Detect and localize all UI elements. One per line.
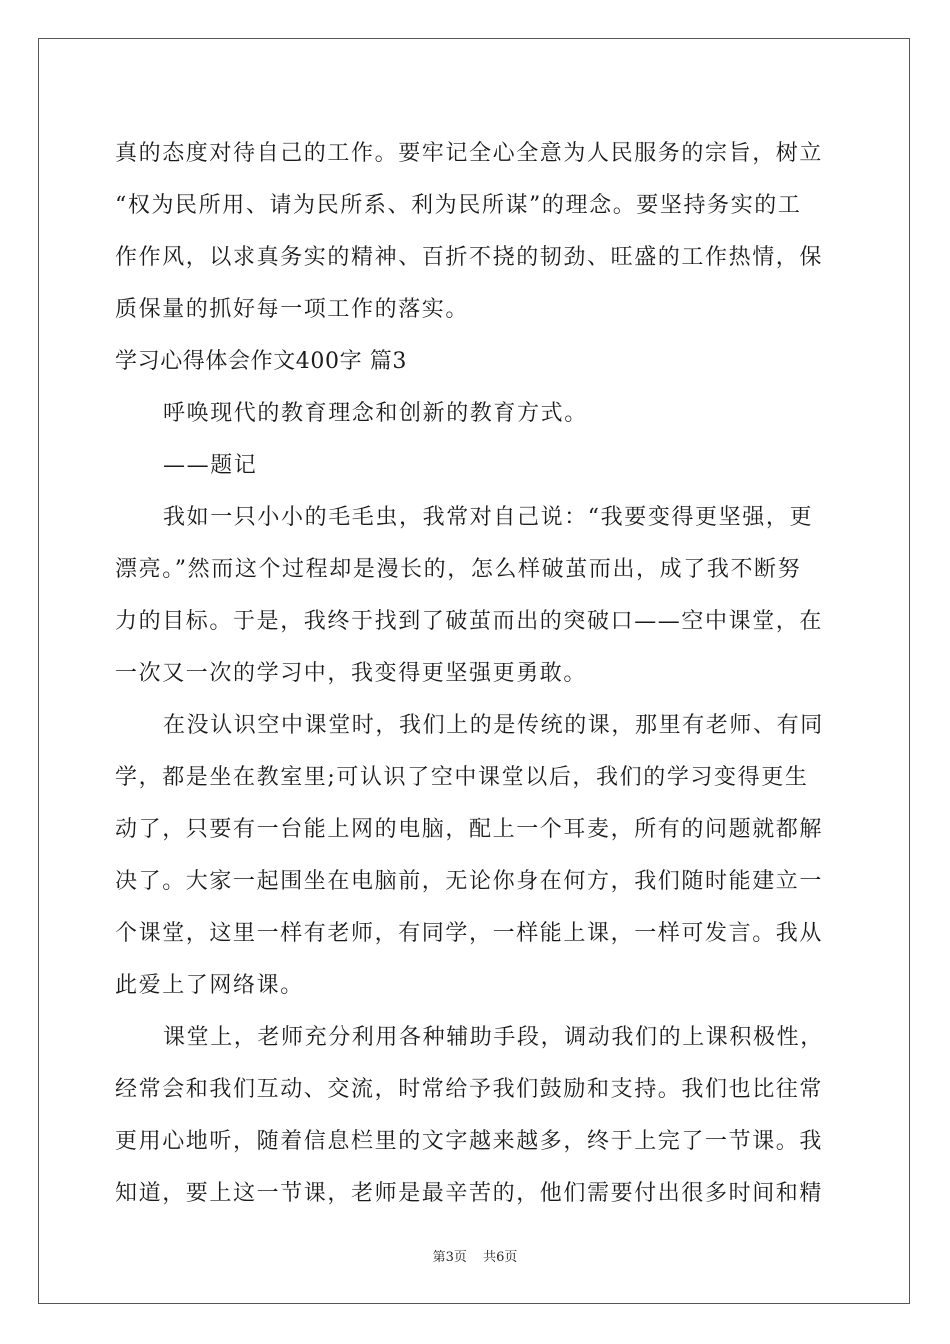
paragraph-line: 知道，要上这一节课，老师是最辛苦的，他们需要付出很多时间和精 <box>115 1181 824 1206</box>
paragraph-line: 个课堂，这里一样有老师，有同学，一样能上课，一样可发言。我从 <box>115 921 824 946</box>
page-number-total: 共6页 <box>483 1250 518 1265</box>
page-number-current: 第3页 <box>432 1250 467 1265</box>
paragraph-line: “权为民所用、请为民所系、利为民所谋”的理念。要坚持务实的工 <box>115 193 802 218</box>
paragraph-line: 质保量的抓好每一项工作的落实。 <box>115 297 470 322</box>
paragraph-line: 课堂上，老师充分利用各种辅助手段，调动我们的上课积极性， <box>163 1025 824 1050</box>
paragraph-line: 作作风，以求真务实的精神、百折不挠的韧劲、旺盛的工作热情，保 <box>115 245 824 270</box>
document-body <box>115 128 835 1220</box>
paragraph-line: 呼唤现代的教育理念和创新的教育方式。 <box>163 401 588 426</box>
paragraph-line: 学，都是坐在教室里;可认识了空中课堂以后，我们的学习变得更生 <box>115 765 809 790</box>
paragraph-line: 经常会和我们互动、交流，时常给予我们鼓励和支持。我们也比往常 <box>115 1077 824 1102</box>
paragraph-line: 真的态度对待自己的工作。要牢记全心全意为人民服务的宗旨，树立 <box>115 141 824 166</box>
epigraph-attribution: ——题记 <box>163 453 258 478</box>
paragraph-line: 更用心地听，随着信息栏里的文字越来越多，终于上完了一节课。我 <box>115 1129 824 1154</box>
paragraph-line: 动了，只要有一台能上网的电脑，配上一个耳麦，所有的问题就都解 <box>115 817 824 842</box>
paragraph-line: 此爱上了网络课。 <box>115 973 304 998</box>
section-heading: 学习心得体会作文400字 篇3 <box>115 349 407 374</box>
paragraph-line: 力的目标。于是，我终于找到了破茧而出的突破口——空中课堂，在 <box>115 609 824 634</box>
paragraph-line: 一次又一次的学习中，我变得更坚强更勇敢。 <box>115 661 588 686</box>
page-footer <box>0 1246 950 1265</box>
paragraph-line: 漂亮。”然而这个过程却是漫长的，怎么样破茧而出，成了我不断努 <box>115 557 802 582</box>
paragraph-line: 决了。大家一起围坐在电脑前，无论你身在何方，我们随时能建立一 <box>115 869 824 894</box>
paragraph-line: 我如一只小小的毛毛虫，我常对自己说：“我要变得更坚强，更 <box>163 505 814 530</box>
paragraph-line: 在没认识空中课堂时，我们上的是传统的课，那里有老师、有同 <box>163 713 824 738</box>
